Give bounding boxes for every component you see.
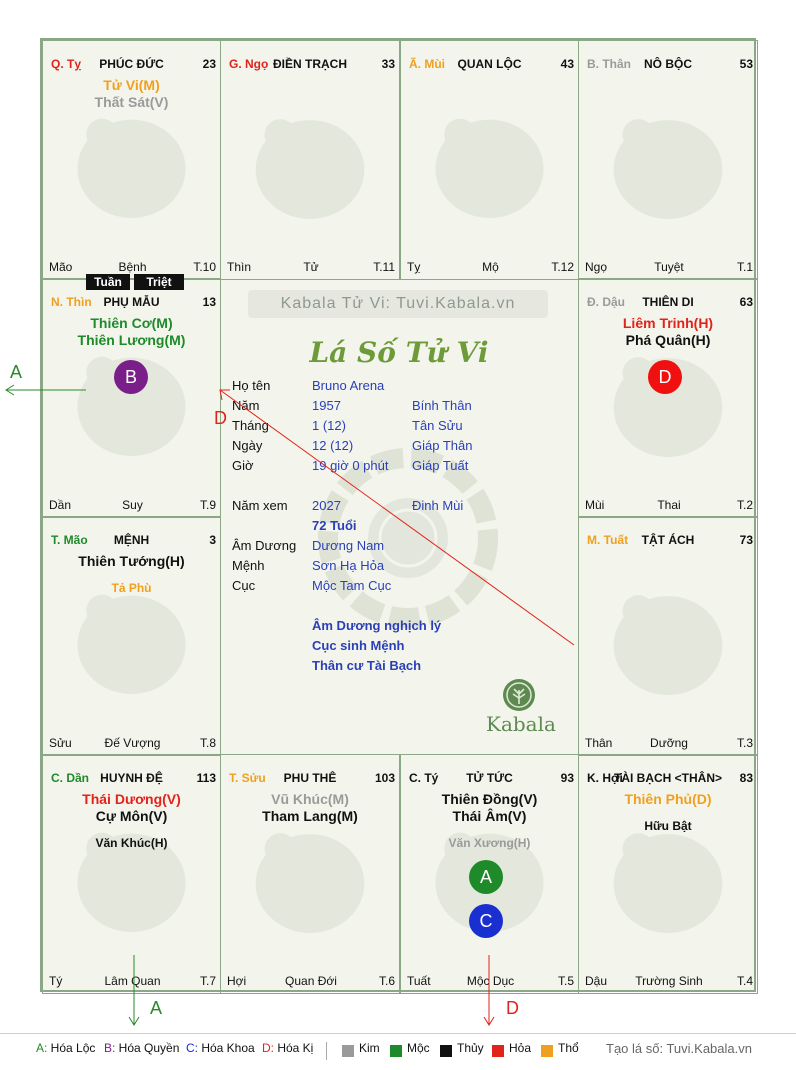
footer-stage: Dưỡng [650, 736, 688, 750]
center-watermark: Kabala Tử Vi: Tuvi.Kabala.vn [248, 290, 548, 318]
palace-name: TỬ TỨC [466, 771, 513, 785]
main-star: Thái Âm(V) [452, 808, 527, 824]
minor-star: Văn Xương(H) [448, 836, 531, 850]
hoa-khoa-badge-c: C [469, 904, 503, 938]
footer-month: T.1 [736, 260, 753, 274]
footer-branch: Tuất [407, 974, 431, 988]
branch-label: T. Sửu [229, 771, 266, 785]
main-star: Cự Môn(V) [95, 808, 168, 824]
main-star: Thiên Phủ(D) [624, 791, 712, 807]
main-star: Phá Quân(H) [625, 332, 711, 348]
legend-element: Thủy [457, 1041, 484, 1055]
main-star: Thất Sát(V) [94, 94, 169, 110]
palace-name: TẬT ÁCH [641, 533, 695, 547]
chart-note: Thân cư Tài Bạch [312, 658, 422, 673]
footer-branch: Mão [49, 260, 73, 274]
info-label: Họ tên [232, 378, 271, 393]
palace-name: THIÊN DI [642, 295, 694, 309]
arrow-label-left-a: A [10, 362, 23, 382]
main-star: Tham Lang(M) [262, 808, 358, 824]
legend-transform [186, 1041, 255, 1055]
palace-name: ĐIỀN TRẠCH [273, 57, 347, 71]
branch-label: B. Thân [587, 57, 631, 71]
palace-number: 73 [739, 533, 753, 547]
legend-swatch [390, 1045, 402, 1057]
legend-text: Hóa Lộc [47, 1041, 96, 1055]
footer-stage: Lâm Quan [104, 974, 161, 988]
info-extra: Giáp Thân [412, 438, 473, 453]
palace-number: 13 [202, 295, 216, 309]
branch-label: M. Tuất [587, 533, 629, 547]
footer-branch: Sửu [49, 736, 72, 750]
arrow-label-bottom-a: A [150, 998, 163, 1018]
branch-label: T. Mão [51, 533, 88, 547]
legend-swatch [541, 1045, 553, 1057]
hoa-quyen-badge-b: B [114, 360, 148, 394]
legend-swatch [492, 1045, 504, 1057]
footer-month: T.4 [736, 974, 753, 988]
palace-number: 63 [739, 295, 753, 309]
legend-text: Hóa Kị [274, 1041, 314, 1055]
footer-month: T.5 [557, 974, 574, 988]
legend-footer: Tạo lá số: Tuvi.Kabala.vn [606, 1041, 752, 1056]
main-star: Vũ Khúc(M) [271, 791, 349, 807]
legend-key: D: [262, 1041, 274, 1055]
palace-number: 113 [196, 771, 216, 785]
info-extra: Giáp Tuất [412, 458, 469, 473]
hoa-loc-badge-a: A [469, 860, 503, 894]
footer-stage: Tuyệt [654, 260, 684, 274]
legend-element: Mộc [407, 1041, 430, 1055]
footer-stage: Mộc Dục [466, 974, 515, 988]
branch-label: G. Ngọ [229, 57, 269, 71]
footer-stage: Trường Sinh [635, 974, 703, 988]
info-label: Mệnh [232, 558, 265, 573]
hoa-ki-badge-d: D [648, 360, 682, 394]
palace-number: 43 [560, 57, 574, 71]
legend-swatch [342, 1045, 354, 1057]
footer-branch: Mùi [585, 498, 605, 512]
legend-transform [104, 1041, 179, 1055]
tuan-tag: Tuần [86, 274, 130, 290]
palace-number: 33 [381, 57, 395, 71]
footer-month: T.10 [193, 260, 216, 274]
footer-branch: Thân [585, 736, 613, 750]
year-view-extra: Đinh Mùi [412, 498, 464, 513]
minor-star: Tả Phù [111, 581, 152, 595]
arrow-left-a [6, 385, 86, 395]
footer-month: T.2 [736, 498, 753, 512]
branch-label: Ã. Mùi [409, 57, 445, 71]
info-extra: Bính Thân [412, 398, 472, 413]
year-view-value: 2027 [312, 498, 341, 513]
footer-month: T.9 [199, 498, 216, 512]
palace-number: 3 [209, 533, 216, 547]
main-star: Thái Dương(V) [82, 791, 181, 807]
info-value: 19 giờ 0 phút [312, 458, 389, 473]
main-star: Thiên Cơ(M) [90, 315, 173, 331]
center-title: Lá Số Tử Vi [309, 336, 489, 369]
branch-label: N. Thìn [51, 295, 92, 309]
branch-label: C. Tý [409, 771, 439, 785]
age: 72 Tuổi [312, 518, 357, 533]
footer-branch: Tý [49, 974, 63, 988]
palace-number: 83 [739, 771, 753, 785]
palace-name: TÀI BẠCH <THÂN> [613, 771, 722, 785]
main-star: Liêm Trinh(H) [622, 315, 714, 331]
branch-label: K. Hợi [587, 771, 623, 785]
info-value: 12 (12) [312, 438, 354, 453]
footer-stage: Đế Vượng [104, 736, 161, 750]
palace-name: QUAN LỘC [457, 57, 522, 71]
info-label: Giờ [232, 458, 254, 473]
footer-branch: Tỵ [407, 260, 421, 274]
legend-key: C: [186, 1041, 198, 1055]
legend-element: Kim [359, 1041, 380, 1055]
palace-name: HUYNH ĐỆ [100, 771, 163, 785]
arrow-diagonal-d [220, 390, 574, 645]
main-star: Thiên Tướng(H) [78, 553, 185, 569]
footer-stage: Thai [657, 498, 681, 512]
triet-tag: Triệt [134, 274, 184, 290]
legend-element: Thổ [558, 1041, 579, 1055]
legend-transform [262, 1041, 313, 1055]
footer-stage: Mộ [482, 260, 499, 274]
legend-separator [326, 1042, 327, 1060]
footer-month: T.8 [199, 736, 216, 750]
arrow-bottom-d [484, 955, 494, 1025]
legend-element: Hỏa [509, 1041, 532, 1055]
palace-name: NÔ BỘC [644, 57, 692, 71]
legend-key: B: [104, 1041, 116, 1055]
info-label: Âm Dương [232, 538, 297, 553]
info-extra: Tân Sửu [412, 418, 463, 433]
arrow-label-bottom-d: D [506, 998, 519, 1018]
footer-month: T.6 [378, 974, 395, 988]
year-view-label: Năm xem [232, 498, 288, 513]
palace-name: MỆNH [113, 533, 150, 547]
footer-month: T.3 [736, 736, 753, 750]
arrow-bottom-a [129, 955, 139, 1025]
kabala-brand: Kabala [486, 712, 556, 736]
info-value: Dương Nam [312, 538, 385, 553]
branch-label: Q. Tỵ [51, 57, 82, 71]
info-label: Ngày [232, 438, 263, 453]
legend-swatch [440, 1045, 452, 1057]
footer-stage: Quan Đới [285, 974, 337, 988]
palace-name: PHỤ MẪU [103, 295, 160, 309]
footer-month: T.11 [373, 260, 395, 274]
main-star: Thiên Lương(M) [77, 332, 186, 348]
footer-branch: Ngọ [585, 260, 608, 274]
info-value: Mộc Tam Cục [312, 578, 392, 593]
footer-branch: Hợi [227, 974, 247, 988]
footer-branch: Dậu [585, 974, 608, 988]
footer-stage: Tử [303, 260, 319, 274]
main-star: Tử Vi(M) [103, 77, 160, 93]
footer-month: T.12 [551, 260, 574, 274]
legend-transform [36, 1041, 95, 1055]
palace-number: 23 [202, 57, 216, 71]
info-value: Sơn Hạ Hỏa [312, 558, 385, 573]
info-label: Cục [232, 578, 256, 593]
palace-number: 53 [739, 57, 753, 71]
legend-text: Hóa Khoa [198, 1041, 255, 1055]
palace-name: PHÚC ĐỨC [99, 57, 164, 71]
minor-star: Văn Khúc(H) [95, 836, 168, 850]
main-star: Thiên Đồng(V) [441, 791, 538, 807]
chart-note: Cục sinh Mệnh [312, 638, 405, 653]
palace-number: 103 [374, 771, 395, 785]
info-label: Tháng [232, 418, 269, 433]
branch-label: Đ. Dậu [587, 295, 626, 309]
footer-branch: Dần [49, 498, 72, 512]
info-value: Bruno Arena [312, 378, 385, 393]
minor-star: Hữu Bật [644, 819, 692, 833]
arrow-label-center-d: D [214, 408, 227, 428]
info-value: 1 (12) [312, 418, 346, 433]
palace-number: 93 [560, 771, 574, 785]
footer-stage: Suy [122, 498, 143, 512]
legend-text: Hóa Quyền [115, 1041, 180, 1055]
info-value: 1957 [312, 398, 341, 413]
footer-month: T.7 [199, 974, 216, 988]
info-label: Năm [232, 398, 260, 413]
footer-stage: Bệnh [118, 260, 147, 274]
footer-branch: Thìn [227, 260, 252, 274]
branch-label: C. Dần [51, 771, 90, 785]
legend-key: A: [36, 1041, 48, 1055]
legend-divider [0, 1033, 796, 1034]
chart-note: Âm Dương nghịch lý [312, 618, 442, 633]
palace-name: PHU THÊ [283, 771, 337, 785]
